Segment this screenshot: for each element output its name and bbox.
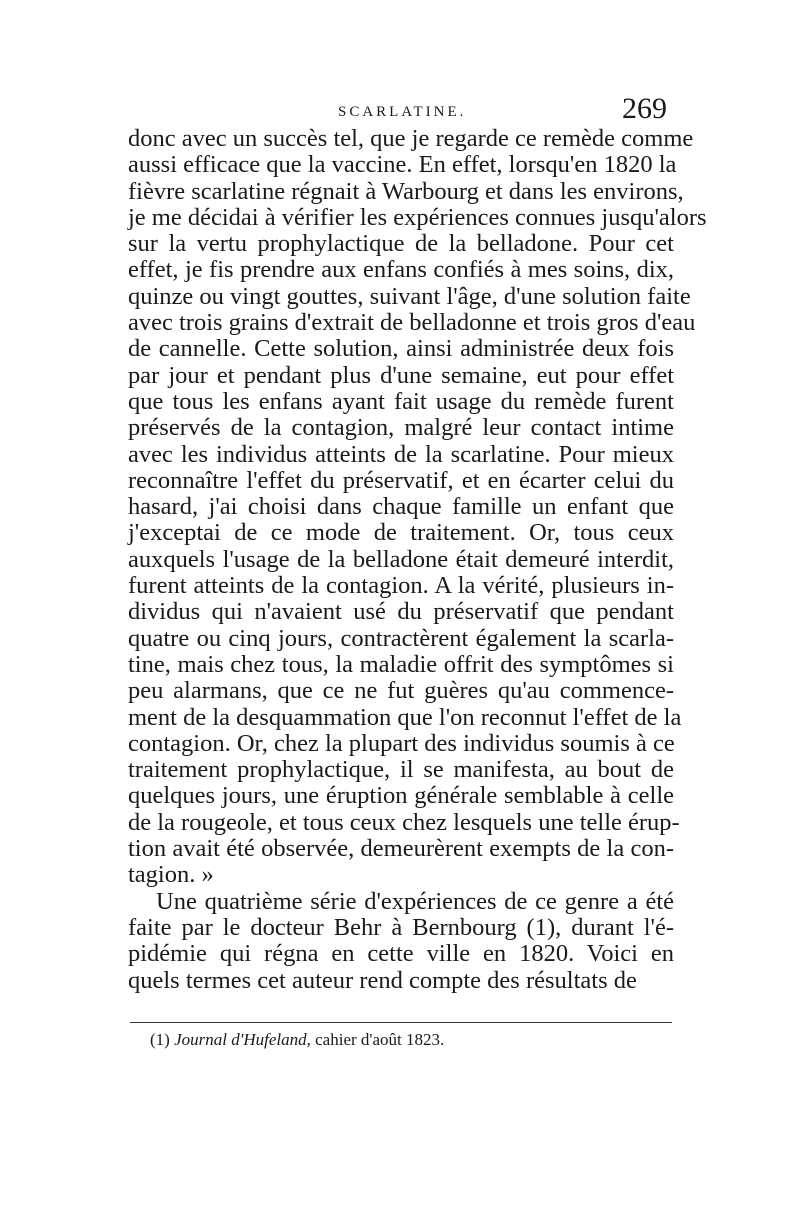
text-line: dividus qui n'avaient usé du préservatif que pendant (128, 598, 674, 626)
footnote-rest: cahier d'août 1823. (315, 1030, 445, 1049)
text-line: furent atteints de la contagion. A la vérité, plusieurs in- (128, 572, 674, 600)
footnote-rule (130, 1022, 672, 1023)
text-line: reconnaître l'effet du préservatif, et en écarter celui du (128, 466, 674, 494)
text-line: sur la vertu prophylactique de la belladone. Pour cet (128, 230, 674, 258)
text-line: ment de la desquammation que l'on reconnut l'effet de la (128, 703, 682, 731)
footnote-marker: (1) (150, 1030, 170, 1049)
text-line: quelques jours, une éruption générale semblable à celle (128, 782, 674, 810)
running-title: SCARLATINE. (338, 104, 467, 120)
text-line: tagion. » (128, 861, 214, 889)
text-line: donc avec un succès tel, que je regarde ce remède comme (128, 125, 694, 152)
text-line: hasard, j'ai choisi dans chaque famille un enfant que (128, 493, 674, 521)
text-line: quels termes cet auteur rend compte des résultats de (128, 966, 637, 994)
text-line: avec trois grains d'extrait de belladonne et trois gros d'eau (128, 309, 696, 337)
text-line: auxquels l'usage de la belladone était demeuré interdit, (128, 545, 674, 573)
text-line: contagion. Or, chez la plupart des individus soumis à ce (128, 729, 675, 757)
text-line: je me décidai à vérifier les expériences connues jusqu'alors (128, 203, 707, 231)
text-line: tine, mais chez tous, la maladie offrit des symptômes si (128, 650, 674, 678)
text-line: peu alarmans, que ce ne fut guères qu'au commence- (128, 677, 674, 705)
text-line: avec les individus atteints de la scarlatine. Pour mieux (128, 440, 674, 468)
text-line: j'exceptai de ce mode de traitement. Or, tous ceux (128, 519, 674, 547)
text-line: pidémie qui régna en cette ville en 1820. Voici en (128, 940, 674, 968)
body-text (128, 125, 707, 994)
text-line: par jour et pendant plus d'une semaine, eut pour effet (128, 361, 674, 389)
text-line: tion avait été observée, demeurèrent exempts de la con- (128, 835, 674, 863)
text-line: aussi efficace que la vaccine. En effet, lorsqu'en 1820 la (128, 151, 677, 179)
text-line: faite par le docteur Behr à Bernbourg (1), durant l'é- (128, 913, 674, 941)
page-number: 269 (622, 92, 667, 125)
footnote-journal: Journal d'Hufeland, (174, 1030, 311, 1049)
text-line: Une quatrième série d'expériences de ce genre a été (156, 887, 674, 915)
text-line: effet, je fis prendre aux enfans confiés à mes soins, dix, (128, 256, 674, 284)
text-line: quinze ou vingt gouttes, suivant l'âge, d'une solution faite (128, 282, 691, 310)
text-line: traitement prophylactique, il se manifesta, au bout de (128, 756, 674, 784)
text-line: fièvre scarlatine régnait à Warbourg et dans les environs, (128, 177, 684, 205)
text-line: quatre ou cinq jours, contractèrent également la scarla- (128, 624, 674, 652)
text-line: de la rougeole, et tous ceux chez lesquels une telle érup- (128, 808, 680, 836)
text-line: de cannelle. Cette solution, ainsi administrée deux fois (128, 335, 674, 363)
footnote (150, 1030, 444, 1050)
text-line: que tous les enfans ayant fait usage du remède furent (128, 387, 674, 415)
text-line: préservés de la contagion, malgré leur contact intime (128, 414, 674, 442)
